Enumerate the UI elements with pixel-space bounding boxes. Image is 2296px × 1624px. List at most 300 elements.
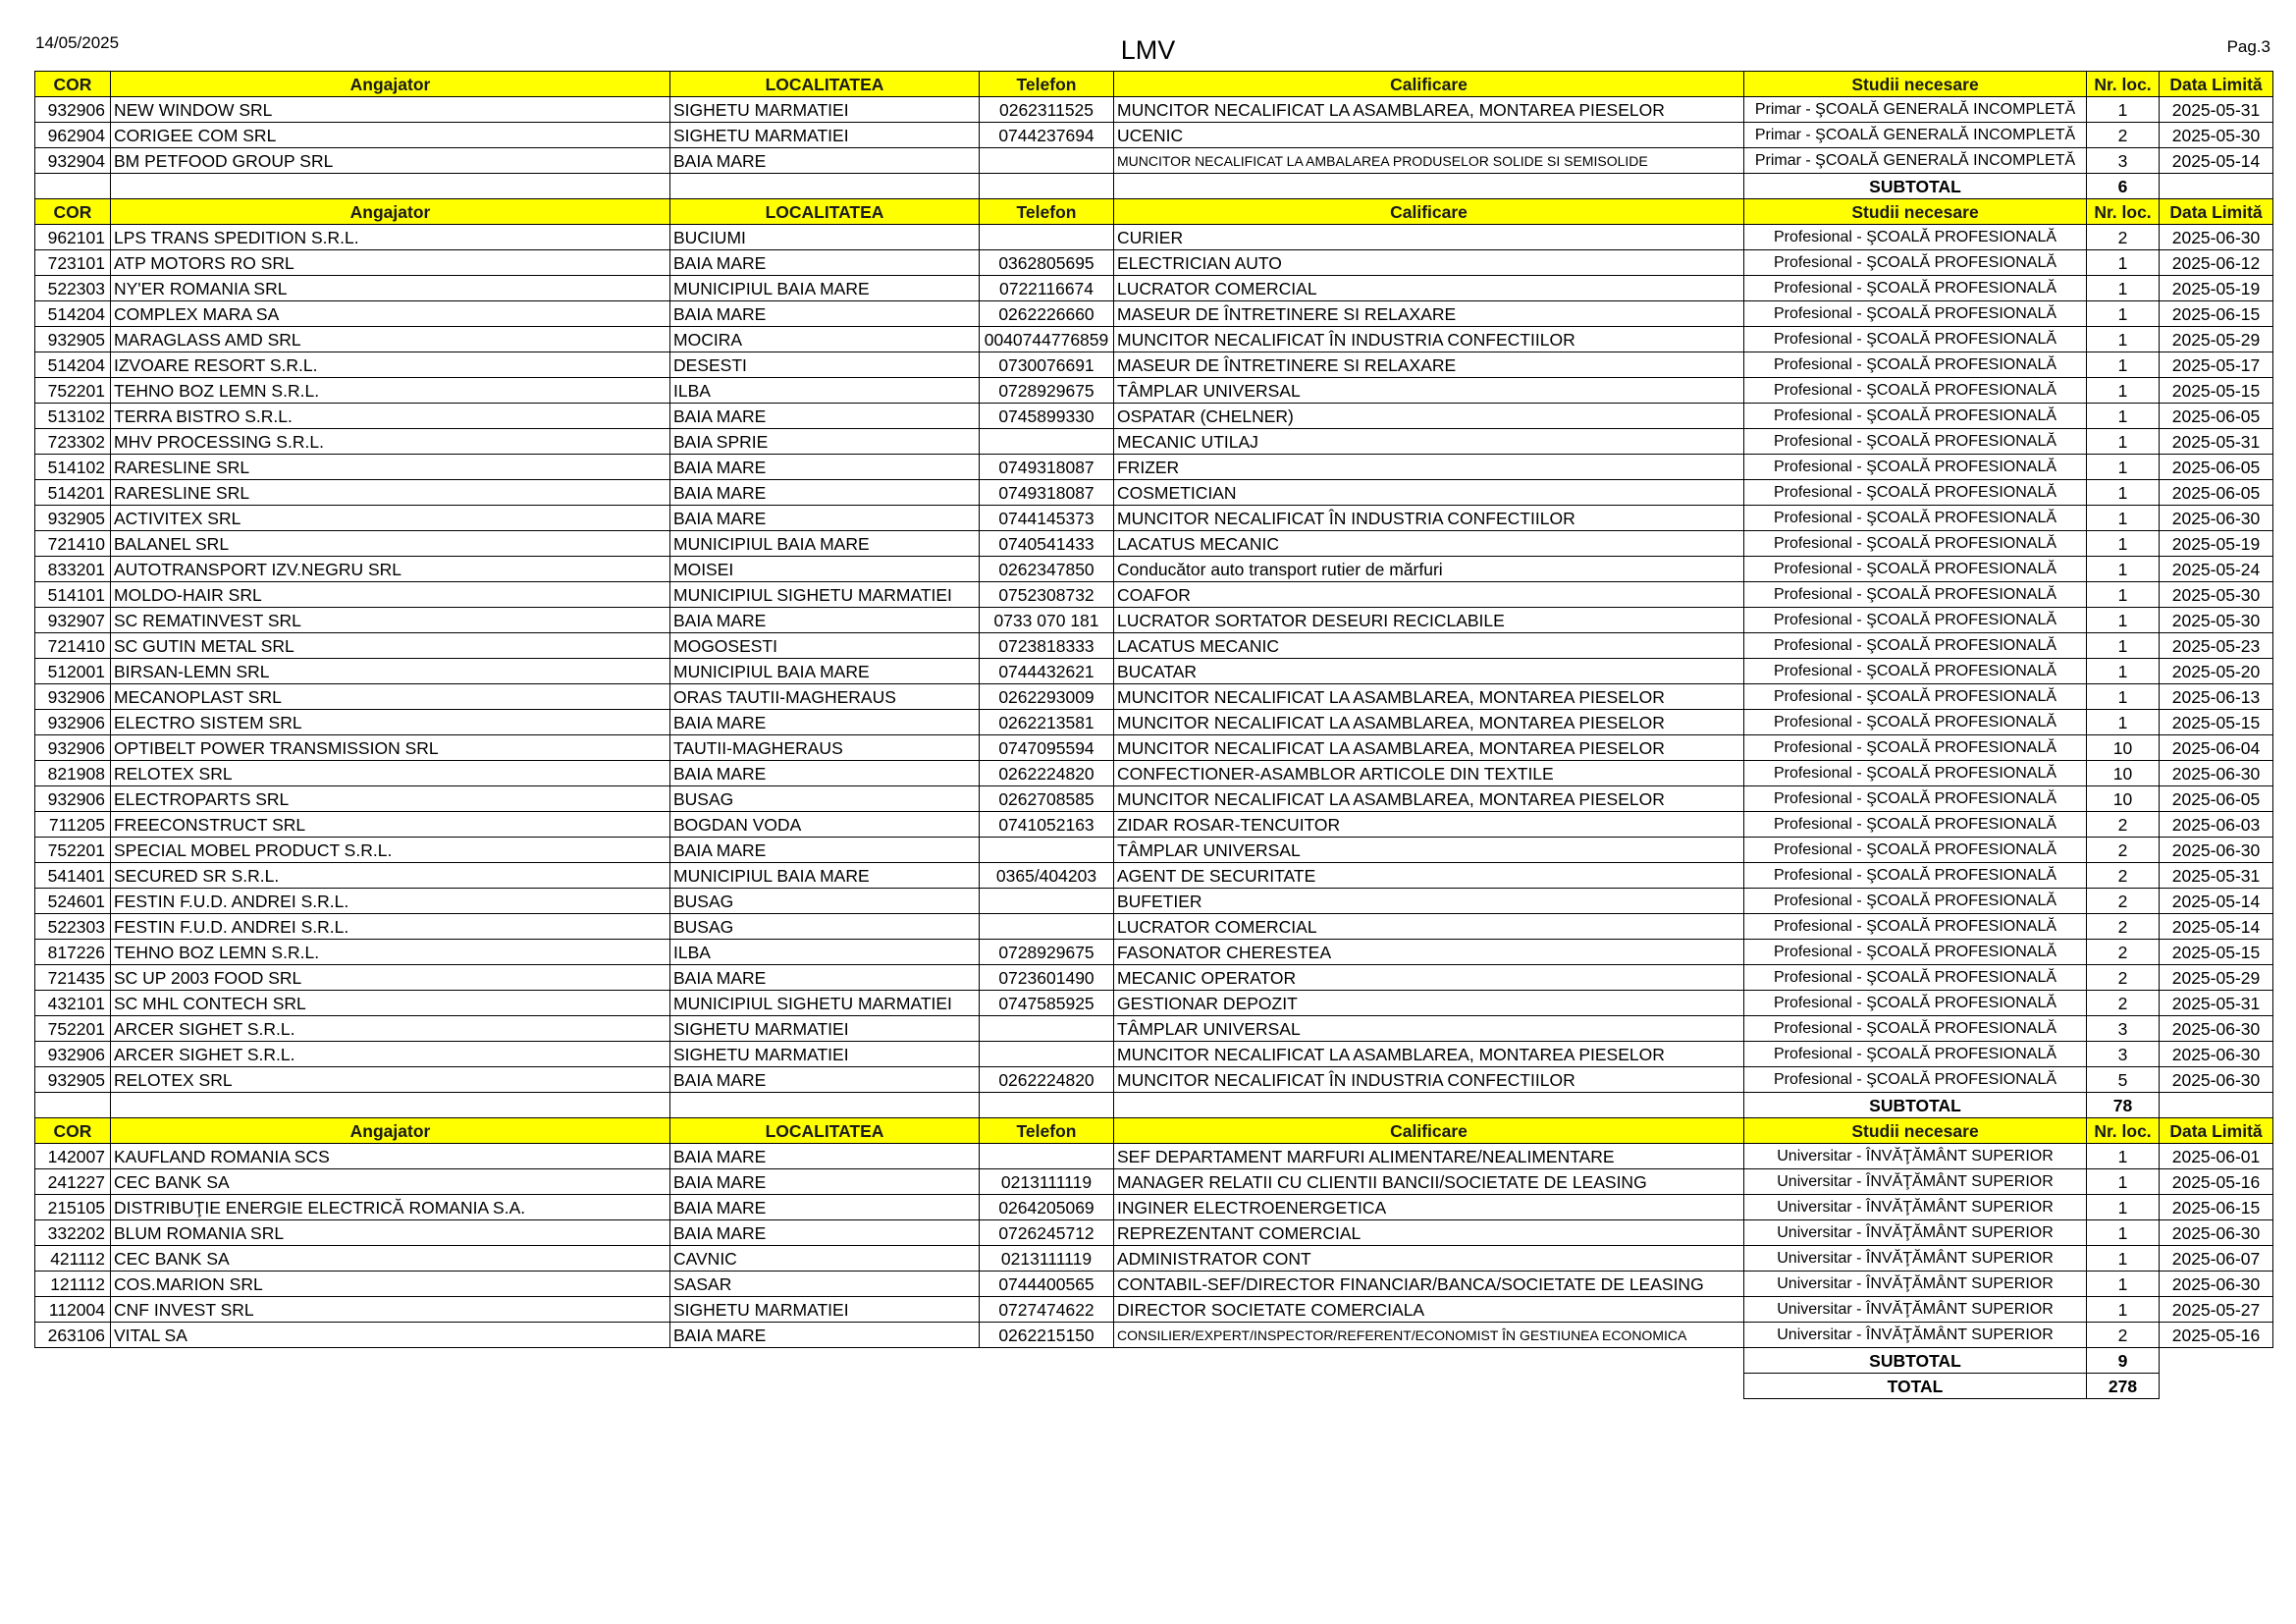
locality-cell: DESESTI	[670, 352, 980, 378]
phone-cell: 0040744776859	[980, 327, 1114, 352]
positions-cell: 1	[2087, 531, 2160, 557]
studies-cell: Profesional - ŞCOALĂ PROFESIONALĂ	[1744, 838, 2087, 863]
empty-cell	[2160, 174, 2273, 199]
table-row	[35, 608, 2273, 633]
empty-cell	[1114, 1093, 1744, 1118]
table-row	[35, 225, 2273, 250]
table-row	[35, 965, 2273, 991]
phone-cell	[980, 1016, 1114, 1042]
locality-cell: SIGHETU MARMATIEI	[670, 123, 980, 148]
employer-cell: FREECONSTRUCT SRL	[111, 812, 670, 838]
locality-cell: MUNICIPIUL BAIA MARE	[670, 276, 980, 301]
cor-cell: 121112	[35, 1272, 111, 1297]
cor-cell: 752201	[35, 1016, 111, 1042]
qualification-cell: TÂMPLAR UNIVERSAL	[1114, 838, 1744, 863]
positions-cell: 3	[2087, 1042, 2160, 1067]
employer-cell: VITAL SA	[111, 1323, 670, 1348]
cor-cell: 962101	[35, 225, 111, 250]
employer-cell: AUTOTRANSPORT IZV.NEGRU SRL	[111, 557, 670, 582]
empty-cell	[111, 1348, 670, 1374]
deadline-cell: 2025-06-05	[2160, 404, 2273, 429]
employer-cell: CEC BANK SA	[111, 1246, 670, 1272]
empty-cell	[1114, 174, 1744, 199]
cor-cell: 514204	[35, 301, 111, 327]
locality-cell: MUNICIPIUL SIGHETU MARMATIEI	[670, 991, 980, 1016]
empty-cell	[980, 174, 1114, 199]
qualification-cell: LUCRATOR SORTATOR DESEURI RECICLABILE	[1114, 608, 1744, 633]
column-header-employer: Angajator	[111, 72, 670, 97]
qualification-cell: CURIER	[1114, 225, 1744, 250]
locality-cell: MUNICIPIUL SIGHETU MARMATIEI	[670, 582, 980, 608]
positions-cell: 1	[2087, 582, 2160, 608]
studies-cell: Profesional - ŞCOALĂ PROFESIONALĂ	[1744, 684, 2087, 710]
column-header-studies: Studii necesare	[1744, 72, 2087, 97]
employer-cell: IZVOARE RESORT S.R.L.	[111, 352, 670, 378]
table-row	[35, 404, 2273, 429]
locality-cell: BUSAG	[670, 786, 980, 812]
locality-cell: BAIA MARE	[670, 1195, 980, 1220]
locality-cell: BAIA MARE	[670, 301, 980, 327]
qualification-cell: FASONATOR CHERESTEA	[1114, 940, 1744, 965]
locality-cell: SIGHETU MARMATIEI	[670, 1016, 980, 1042]
deadline-cell: 2025-05-29	[2160, 327, 2273, 352]
subtotal-row	[35, 1093, 2273, 1118]
phone-cell: 0723601490	[980, 965, 1114, 991]
employer-cell: CEC BANK SA	[111, 1169, 670, 1195]
deadline-cell: 2025-05-15	[2160, 378, 2273, 404]
cor-cell: 723101	[35, 250, 111, 276]
deadline-cell: 2025-05-31	[2160, 429, 2273, 455]
phone-cell	[980, 889, 1114, 914]
column-header-phone: Telefon	[980, 1118, 1114, 1144]
employer-cell: NEW WINDOW SRL	[111, 97, 670, 123]
empty-cell	[670, 1374, 980, 1399]
column-header-cor: COR	[35, 199, 111, 225]
positions-cell: 1	[2087, 684, 2160, 710]
empty-cell	[2160, 1374, 2273, 1399]
positions-cell: 1	[2087, 301, 2160, 327]
studies-cell: Profesional - ŞCOALĂ PROFESIONALĂ	[1744, 531, 2087, 557]
phone-cell: 0749318087	[980, 480, 1114, 506]
studies-cell: Profesional - ŞCOALĂ PROFESIONALĂ	[1744, 1042, 2087, 1067]
locality-cell: ORAS TAUTII-MAGHERAUS	[670, 684, 980, 710]
empty-cell	[35, 1348, 111, 1374]
locality-cell: TAUTII-MAGHERAUS	[670, 735, 980, 761]
table-row	[35, 914, 2273, 940]
table-row	[35, 148, 2273, 174]
locality-cell: BAIA MARE	[670, 761, 980, 786]
employer-cell: SC UP 2003 FOOD SRL	[111, 965, 670, 991]
empty-cell	[980, 1374, 1114, 1399]
column-header-locality: LOCALITATEA	[670, 199, 980, 225]
employer-cell: RARESLINE SRL	[111, 480, 670, 506]
table-row	[35, 1042, 2273, 1067]
deadline-cell: 2025-05-15	[2160, 710, 2273, 735]
table-row	[35, 633, 2273, 659]
phone-cell: 0365/404203	[980, 863, 1114, 889]
cor-cell: 932904	[35, 148, 111, 174]
phone-cell: 0745899330	[980, 404, 1114, 429]
table-row	[35, 301, 2273, 327]
cor-cell: 421112	[35, 1246, 111, 1272]
table-row	[35, 1169, 2273, 1195]
phone-cell: 0728929675	[980, 378, 1114, 404]
cor-cell: 142007	[35, 1144, 111, 1169]
studies-cell: Profesional - ŞCOALĂ PROFESIONALĂ	[1744, 812, 2087, 838]
positions-cell: 2	[2087, 1323, 2160, 1348]
table-row	[35, 429, 2273, 455]
cor-cell: 514204	[35, 352, 111, 378]
deadline-cell: 2025-05-19	[2160, 276, 2273, 301]
subtotal-label: SUBTOTAL	[1744, 174, 2087, 199]
subtotal-value: 78	[2087, 1093, 2160, 1118]
positions-cell: 2	[2087, 940, 2160, 965]
deadline-cell: 2025-05-31	[2160, 991, 2273, 1016]
studies-cell: Profesional - ŞCOALĂ PROFESIONALĂ	[1744, 965, 2087, 991]
deadline-cell: 2025-05-23	[2160, 633, 2273, 659]
table-row	[35, 684, 2273, 710]
table-row	[35, 1016, 2273, 1042]
cor-cell: 723302	[35, 429, 111, 455]
table-row	[35, 761, 2273, 786]
locality-cell: BAIA MARE	[670, 250, 980, 276]
cor-cell: 962904	[35, 123, 111, 148]
positions-cell: 5	[2087, 1067, 2160, 1093]
qualification-cell: LUCRATOR COMERCIAL	[1114, 276, 1744, 301]
qualification-cell: INGINER ELECTROENERGETICA	[1114, 1195, 1744, 1220]
phone-cell: 0744237694	[980, 123, 1114, 148]
deadline-cell: 2025-05-17	[2160, 352, 2273, 378]
studies-cell: Profesional - ŞCOALĂ PROFESIONALĂ	[1744, 225, 2087, 250]
studies-cell: Universitar - ÎNVĂŢĂMÂNT SUPERIOR	[1744, 1169, 2087, 1195]
deadline-cell: 2025-05-29	[2160, 965, 2273, 991]
qualification-cell: FRIZER	[1114, 455, 1744, 480]
studies-cell: Profesional - ŞCOALĂ PROFESIONALĂ	[1744, 659, 2087, 684]
cor-cell: 512001	[35, 659, 111, 684]
positions-cell: 1	[2087, 1297, 2160, 1323]
positions-cell: 1	[2087, 327, 2160, 352]
table-row	[35, 531, 2273, 557]
employer-cell: SPECIAL MOBEL PRODUCT S.R.L.	[111, 838, 670, 863]
phone-cell: 0213111119	[980, 1169, 1114, 1195]
subtotal-label: SUBTOTAL	[1744, 1348, 2087, 1374]
deadline-cell: 2025-06-30	[2160, 761, 2273, 786]
locality-cell: BAIA MARE	[670, 1169, 980, 1195]
empty-cell	[1114, 1348, 1744, 1374]
locality-cell: SASAR	[670, 1272, 980, 1297]
table-header-row	[35, 72, 2273, 97]
employer-cell: TERRA BISTRO S.R.L.	[111, 404, 670, 429]
qualification-cell: MECANIC UTILAJ	[1114, 429, 1744, 455]
subtotal-row	[35, 1348, 2273, 1374]
employer-cell: BLUM ROMANIA SRL	[111, 1220, 670, 1246]
employer-cell: BALANEL SRL	[111, 531, 670, 557]
positions-cell: 1	[2087, 429, 2160, 455]
empty-cell	[35, 174, 111, 199]
qualification-cell: MASEUR DE ÎNTRETINERE SI RELAXARE	[1114, 301, 1744, 327]
qualification-cell: MUNCITOR NECALIFICAT LA ASAMBLAREA, MONTAREA PIESELOR	[1114, 786, 1744, 812]
deadline-cell: 2025-06-03	[2160, 812, 2273, 838]
table-row	[35, 250, 2273, 276]
table-row	[35, 276, 2273, 301]
deadline-cell: 2025-05-31	[2160, 863, 2273, 889]
qualification-cell: REPREZENTANT COMERCIAL	[1114, 1220, 1744, 1246]
locality-cell: MOCIRA	[670, 327, 980, 352]
qualification-cell: LUCRATOR COMERCIAL	[1114, 914, 1744, 940]
table-row	[35, 327, 2273, 352]
studies-cell: Profesional - ŞCOALĂ PROFESIONALĂ	[1744, 1067, 2087, 1093]
locality-cell: SIGHETU MARMATIEI	[670, 1297, 980, 1323]
qualification-cell: MECANIC OPERATOR	[1114, 965, 1744, 991]
employer-cell: SC REMATINVEST SRL	[111, 608, 670, 633]
deadline-cell: 2025-06-07	[2160, 1246, 2273, 1272]
locality-cell: BAIA MARE	[670, 710, 980, 735]
cor-cell: 833201	[35, 557, 111, 582]
studies-cell: Profesional - ŞCOALĂ PROFESIONALĂ	[1744, 889, 2087, 914]
phone-cell: 0747095594	[980, 735, 1114, 761]
positions-cell: 1	[2087, 1144, 2160, 1169]
positions-cell: 1	[2087, 276, 2160, 301]
deadline-cell: 2025-06-05	[2160, 480, 2273, 506]
qualification-cell: GESTIONAR DEPOZIT	[1114, 991, 1744, 1016]
table-row	[35, 838, 2273, 863]
positions-cell: 1	[2087, 1246, 2160, 1272]
deadline-cell: 2025-05-15	[2160, 940, 2273, 965]
phone-cell	[980, 914, 1114, 940]
phone-cell	[980, 838, 1114, 863]
phone-cell: 0744145373	[980, 506, 1114, 531]
column-header-qualification: Calificare	[1114, 199, 1744, 225]
column-header-locality: LOCALITATEA	[670, 1118, 980, 1144]
phone-cell: 0262311525	[980, 97, 1114, 123]
employer-cell: FESTIN F.U.D. ANDREI S.R.L.	[111, 889, 670, 914]
deadline-cell: 2025-06-30	[2160, 1220, 2273, 1246]
qualification-cell: AGENT DE SECURITATE	[1114, 863, 1744, 889]
cor-cell: 821908	[35, 761, 111, 786]
table-row	[35, 1323, 2273, 1348]
cor-cell: 932905	[35, 1067, 111, 1093]
positions-cell: 1	[2087, 1169, 2160, 1195]
phone-cell: 0749318087	[980, 455, 1114, 480]
cor-cell: 932906	[35, 786, 111, 812]
phone-cell: 0726245712	[980, 1220, 1114, 1246]
cor-cell: 241227	[35, 1169, 111, 1195]
table-row	[35, 480, 2273, 506]
qualification-cell: CONSILIER/EXPERT/INSPECTOR/REFERENT/ECONOMIST ÎN GESTIUNEA ECONOMICA	[1114, 1323, 1744, 1348]
positions-cell: 1	[2087, 633, 2160, 659]
employer-cell: COS.MARION SRL	[111, 1272, 670, 1297]
positions-cell: 1	[2087, 710, 2160, 735]
table-row	[35, 940, 2273, 965]
studies-cell: Profesional - ŞCOALĂ PROFESIONALĂ	[1744, 710, 2087, 735]
locality-cell: BUCIUMI	[670, 225, 980, 250]
employer-cell: FESTIN F.U.D. ANDREI S.R.L.	[111, 914, 670, 940]
cor-cell: 752201	[35, 838, 111, 863]
table-header-row	[35, 199, 2273, 225]
qualification-cell: SEF DEPARTAMENT MARFURI ALIMENTARE/NEALIMENTARE	[1114, 1144, 1744, 1169]
locality-cell: MUNICIPIUL BAIA MARE	[670, 531, 980, 557]
qualification-cell: BUFETIER	[1114, 889, 1744, 914]
deadline-cell: 2025-05-16	[2160, 1323, 2273, 1348]
qualification-cell: MUNCITOR NECALIFICAT ÎN INDUSTRIA CONFECTIILOR	[1114, 1067, 1744, 1093]
phone-cell: 0262224820	[980, 761, 1114, 786]
positions-cell: 1	[2087, 250, 2160, 276]
cor-cell: 524601	[35, 889, 111, 914]
employer-cell: KAUFLAND ROMANIA SCS	[111, 1144, 670, 1169]
column-header-positions: Nr. loc.	[2087, 72, 2160, 97]
table-row	[35, 1067, 2273, 1093]
employer-cell: TEHNO BOZ LEMN S.R.L.	[111, 940, 670, 965]
table-row	[35, 582, 2273, 608]
positions-cell: 1	[2087, 1272, 2160, 1297]
table-header-row	[35, 1118, 2273, 1144]
column-header-employer: Angajator	[111, 1118, 670, 1144]
positions-cell: 1	[2087, 557, 2160, 582]
empty-cell	[1114, 1374, 1744, 1399]
positions-cell: 10	[2087, 761, 2160, 786]
table-row	[35, 1272, 2273, 1297]
table-row	[35, 1246, 2273, 1272]
studies-cell: Profesional - ŞCOALĂ PROFESIONALĂ	[1744, 301, 2087, 327]
positions-cell: 1	[2087, 352, 2160, 378]
phone-cell: 0727474622	[980, 1297, 1114, 1323]
phone-cell: 0262213581	[980, 710, 1114, 735]
employer-cell: BM PETFOOD GROUP SRL	[111, 148, 670, 174]
deadline-cell: 2025-05-30	[2160, 123, 2273, 148]
studies-cell: Universitar - ÎNVĂŢĂMÂNT SUPERIOR	[1744, 1195, 2087, 1220]
phone-cell: 0262226660	[980, 301, 1114, 327]
employer-cell: SECURED SR S.R.L.	[111, 863, 670, 889]
studies-cell: Profesional - ŞCOALĂ PROFESIONALĂ	[1744, 455, 2087, 480]
cor-cell: 514102	[35, 455, 111, 480]
cor-cell: 522303	[35, 914, 111, 940]
qualification-cell: Conducător auto transport rutier de mărfuri	[1114, 557, 1744, 582]
employer-cell: ATP MOTORS RO SRL	[111, 250, 670, 276]
locality-cell: BAIA MARE	[670, 1144, 980, 1169]
qualification-cell: CONFECTIONER-ASAMBLOR ARTICOLE DIN TEXTILE	[1114, 761, 1744, 786]
studies-cell: Profesional - ŞCOALĂ PROFESIONALĂ	[1744, 914, 2087, 940]
qualification-cell: MUNCITOR NECALIFICAT ÎN INDUSTRIA CONFECTIILOR	[1114, 327, 1744, 352]
qualification-cell: CONTABIL-SEF/DIRECTOR FINANCIAR/BANCA/SOCIETATE DE LEASING	[1114, 1272, 1744, 1297]
studies-cell: Profesional - ŞCOALĂ PROFESIONALĂ	[1744, 735, 2087, 761]
positions-cell: 1	[2087, 608, 2160, 633]
employer-cell: ELECTROPARTS SRL	[111, 786, 670, 812]
table-row	[35, 1220, 2273, 1246]
locality-cell: BAIA MARE	[670, 1323, 980, 1348]
employer-cell: NY'ER ROMANIA SRL	[111, 276, 670, 301]
studies-cell: Profesional - ŞCOALĂ PROFESIONALĂ	[1744, 786, 2087, 812]
studies-cell: Profesional - ŞCOALĂ PROFESIONALĂ	[1744, 761, 2087, 786]
phone-cell: 0213111119	[980, 1246, 1114, 1272]
locality-cell: BAIA MARE	[670, 838, 980, 863]
positions-cell: 1	[2087, 404, 2160, 429]
table-row	[35, 710, 2273, 735]
phone-cell	[980, 225, 1114, 250]
cor-cell: 932906	[35, 97, 111, 123]
phone-cell: 0723818333	[980, 633, 1114, 659]
locality-cell: BAIA MARE	[670, 148, 980, 174]
phone-cell: 0744400565	[980, 1272, 1114, 1297]
cor-cell: 112004	[35, 1297, 111, 1323]
locality-cell: BUSAG	[670, 914, 980, 940]
locality-cell: BOGDAN VODA	[670, 812, 980, 838]
employer-cell: SC MHL CONTECH SRL	[111, 991, 670, 1016]
qualification-cell: MASEUR DE ÎNTRETINERE SI RELAXARE	[1114, 352, 1744, 378]
deadline-cell: 2025-06-13	[2160, 684, 2273, 710]
table-row	[35, 889, 2273, 914]
employer-cell: TEHNO BOZ LEMN S.R.L.	[111, 378, 670, 404]
column-header-employer: Angajator	[111, 199, 670, 225]
locality-cell: BAIA MARE	[670, 480, 980, 506]
employer-cell: MARAGLASS AMD SRL	[111, 327, 670, 352]
deadline-cell: 2025-06-30	[2160, 838, 2273, 863]
locality-cell: BAIA MARE	[670, 1220, 980, 1246]
deadline-cell: 2025-05-19	[2160, 531, 2273, 557]
cor-cell: 514201	[35, 480, 111, 506]
page-number: Pag.3	[2226, 37, 2270, 56]
column-header-qualification: Calificare	[1114, 1118, 1744, 1144]
cor-cell: 215105	[35, 1195, 111, 1220]
positions-cell: 2	[2087, 863, 2160, 889]
qualification-cell: DIRECTOR SOCIETATE COMERCIALA	[1114, 1297, 1744, 1323]
cor-cell: 432101	[35, 991, 111, 1016]
qualification-cell: MUNCITOR NECALIFICAT LA ASAMBLAREA, MONTAREA PIESELOR	[1114, 97, 1744, 123]
deadline-cell: 2025-05-14	[2160, 914, 2273, 940]
deadline-cell: 2025-05-14	[2160, 889, 2273, 914]
employer-cell: BIRSAN-LEMN SRL	[111, 659, 670, 684]
positions-cell: 3	[2087, 148, 2160, 174]
phone-cell: 0262293009	[980, 684, 1114, 710]
locality-cell: MOISEI	[670, 557, 980, 582]
phone-cell	[980, 429, 1114, 455]
deadline-cell: 2025-06-15	[2160, 1195, 2273, 1220]
empty-cell	[670, 174, 980, 199]
phone-cell: 0733 070 181	[980, 608, 1114, 633]
empty-cell	[980, 1093, 1114, 1118]
positions-cell: 2	[2087, 991, 2160, 1016]
positions-cell: 2	[2087, 838, 2160, 863]
cor-cell: 513102	[35, 404, 111, 429]
employer-cell: CNF INVEST SRL	[111, 1297, 670, 1323]
column-header-studies: Studii necesare	[1744, 1118, 2087, 1144]
table-row	[35, 812, 2273, 838]
report-title: LMV	[1120, 35, 1176, 65]
qualification-cell: BUCATAR	[1114, 659, 1744, 684]
qualification-cell: MANAGER RELATII CU CLIENTII BANCII/SOCIETATE DE LEASING	[1114, 1169, 1744, 1195]
studies-cell: Profesional - ŞCOALĂ PROFESIONALĂ	[1744, 940, 2087, 965]
cor-cell: 752201	[35, 378, 111, 404]
positions-cell: 1	[2087, 1220, 2160, 1246]
phone-cell: 0728929675	[980, 940, 1114, 965]
studies-cell: Profesional - ŞCOALĂ PROFESIONALĂ	[1744, 327, 2087, 352]
studies-cell: Universitar - ÎNVĂŢĂMÂNT SUPERIOR	[1744, 1246, 2087, 1272]
deadline-cell: 2025-06-30	[2160, 1272, 2273, 1297]
deadline-cell: 2025-06-30	[2160, 506, 2273, 531]
qualification-cell: TÂMPLAR UNIVERSAL	[1114, 1016, 1744, 1042]
positions-cell: 10	[2087, 735, 2160, 761]
qualification-cell: MUNCITOR NECALIFICAT LA ASAMBLAREA, MONTAREA PIESELOR	[1114, 735, 1744, 761]
employer-cell: OPTIBELT POWER TRANSMISSION SRL	[111, 735, 670, 761]
cor-cell: 332202	[35, 1220, 111, 1246]
deadline-cell: 2025-05-20	[2160, 659, 2273, 684]
studies-cell: Profesional - ŞCOALĂ PROFESIONALĂ	[1744, 863, 2087, 889]
empty-cell	[2160, 1348, 2273, 1374]
phone-cell: 0741052163	[980, 812, 1114, 838]
cor-cell: 817226	[35, 940, 111, 965]
cor-cell: 932906	[35, 1042, 111, 1067]
qualification-cell: MUNCITOR NECALIFICAT LA ASAMBLAREA, MONTAREA PIESELOR	[1114, 684, 1744, 710]
employer-cell: COMPLEX MARA SA	[111, 301, 670, 327]
